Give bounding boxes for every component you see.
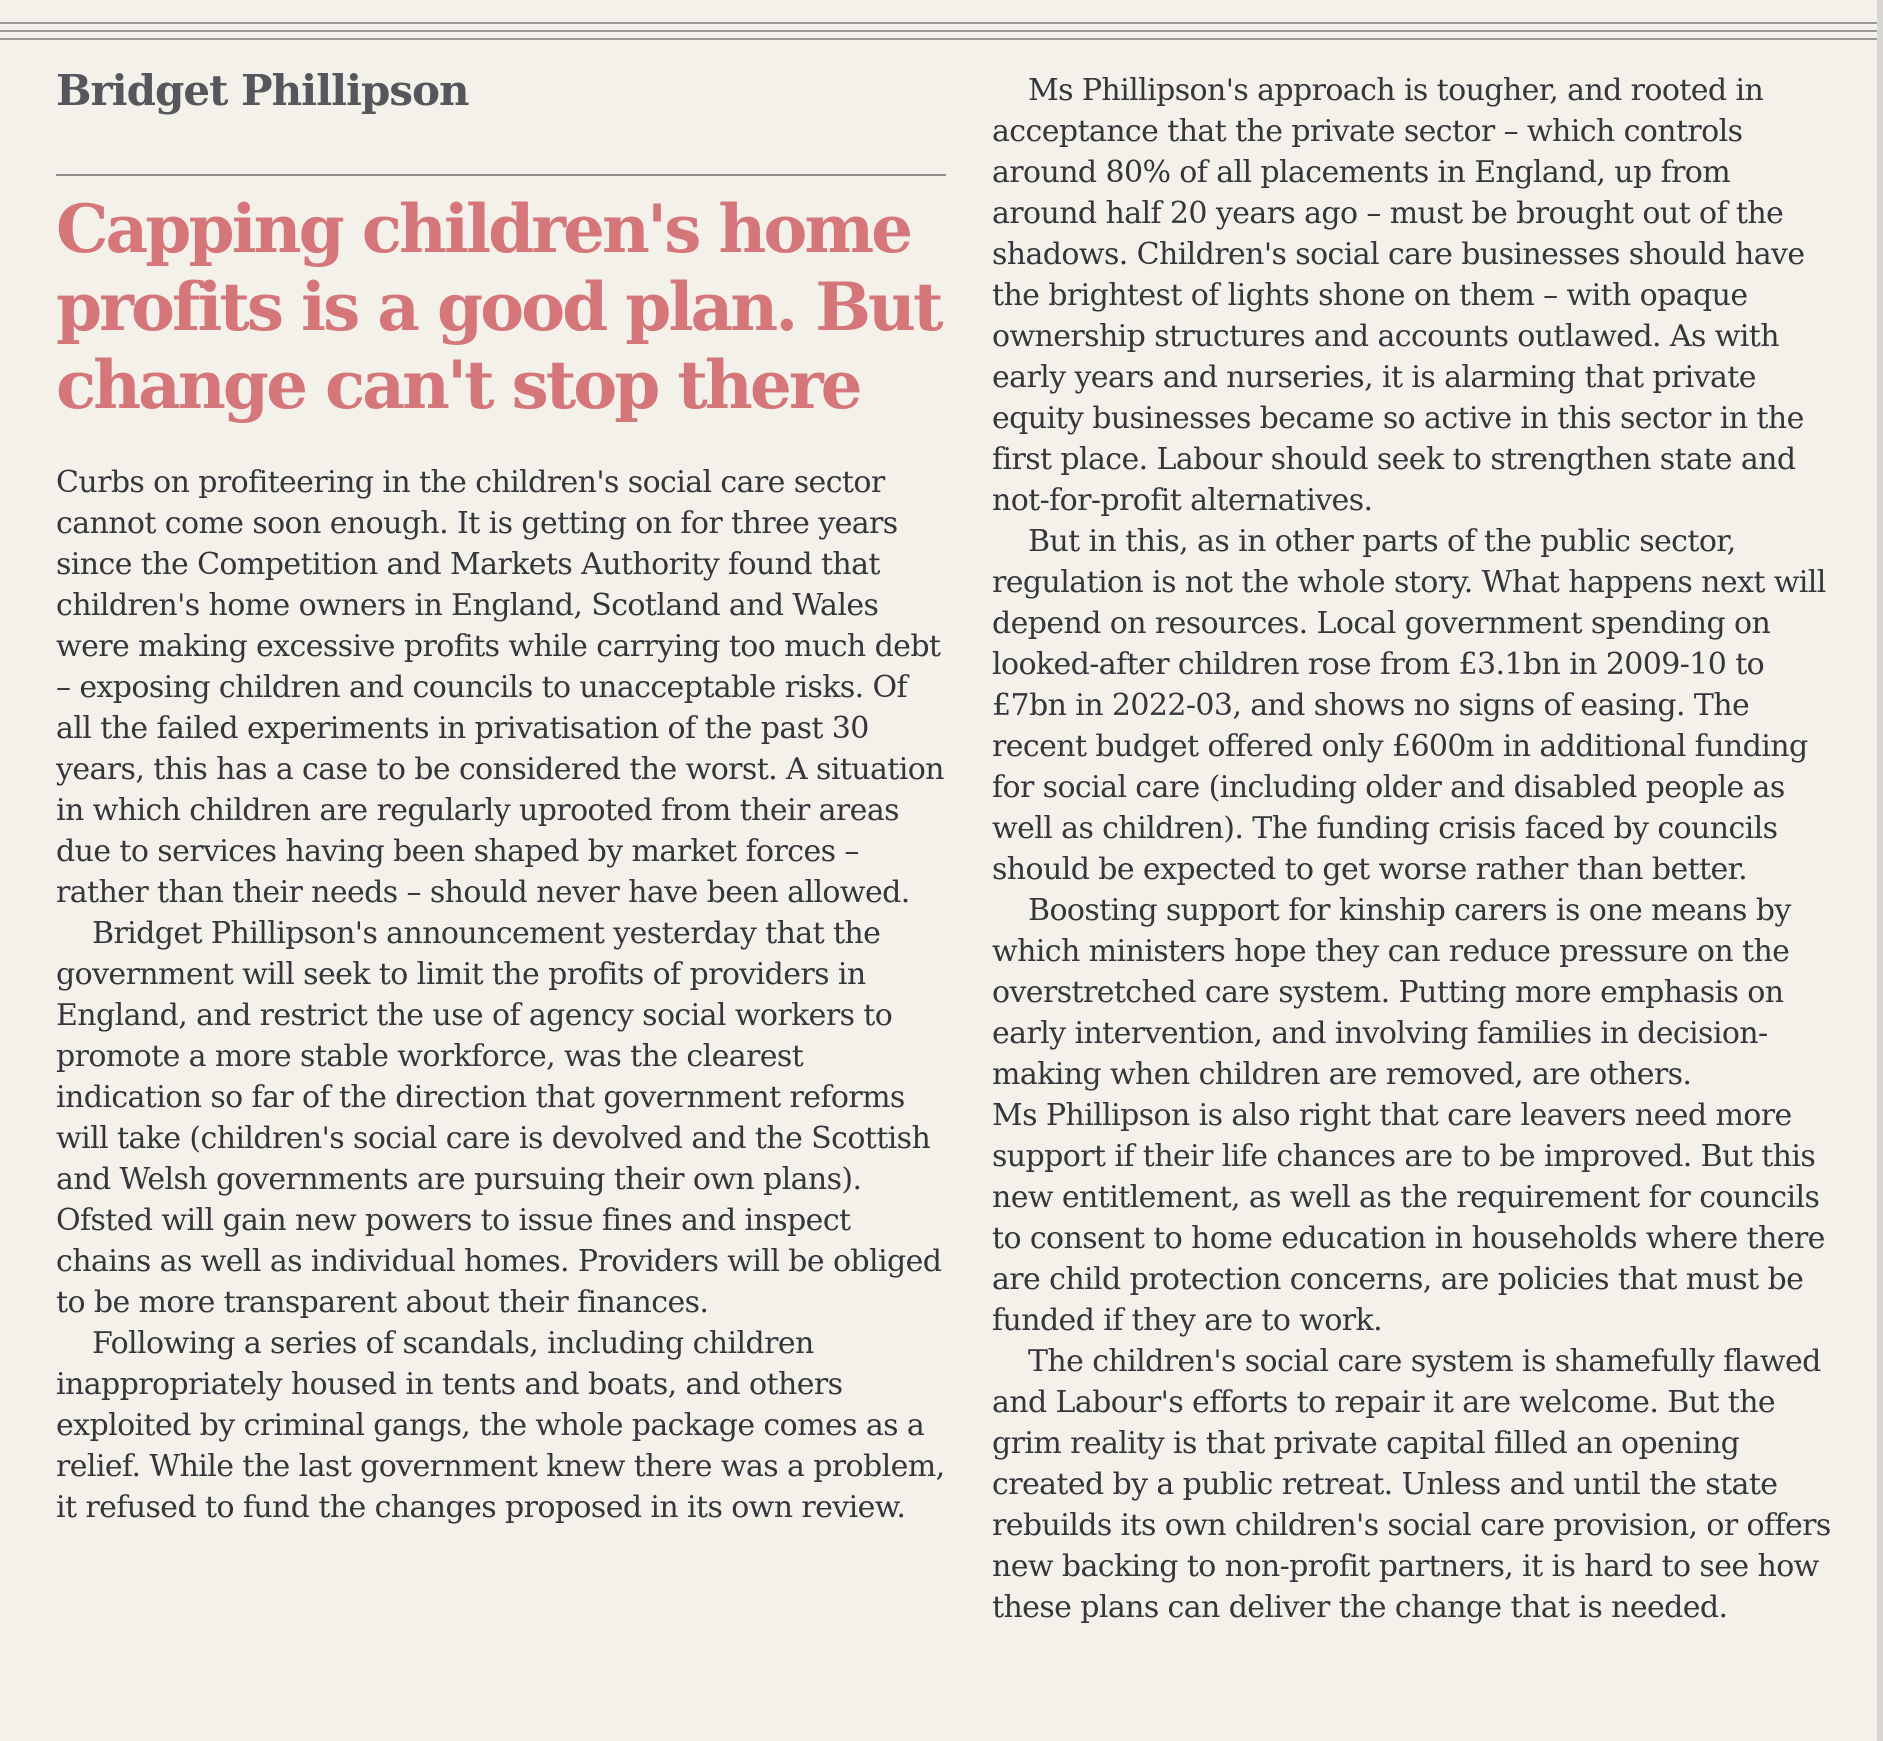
- paragraph-1: Curbs on profiteering in the children's social care sector cannot come soon enough. It is getting on for three years since the Competition and Markets Authority found that children's home owners in England, Scotland and Wales were making excessive profits while carrying too much debt – exposing children and councils to unacceptable risks. Of all the failed experiments in privatisation of the past 30 years, this has a case to be considered the worst. A situation in which children are regularly uprooted from their areas due to services having been shaped by market forces – rather than their needs – should never have been allowed.: [56, 465, 944, 910]
- right-body: [992, 70, 1834, 1628]
- page-edge: [1877, 0, 1883, 1741]
- headline-rule: [56, 174, 946, 176]
- paragraph-4: Ms Phillipson's approach is tougher, and rooted in acceptance that the private sector – which controls around 80% of all placements in England, up from around half 20 years ago – must be brought out of the shadows. Children's social care businesses should have the brightest of lights shone on them – with opaque ownership structures and accounts outlawed. As with early years and nurseries, it is alarming that private equity businesses became so active in this sector in the first place. Labour should seek to strengthen state and not-for-profit alternatives.: [992, 73, 1805, 518]
- paragraph-8: The children's social care system is shamefully flawed and Labour's efforts to repair it are welcome. But the grim reality is that private capital filled an opening created by a public retreat. Unless and until the state rebuilds its own children's social care provision, or offers new backing to non-profit partners, it is hard to see how these plans can deliver the change that is needed.: [992, 1344, 1831, 1625]
- left-column: [56, 66, 946, 1528]
- byline: Bridget Phillipson: [56, 66, 469, 115]
- masthead-rules: [0, 22, 1883, 62]
- headline: Capping children's home profits is a good plan. But change can't stop there: [56, 190, 941, 424]
- paragraph-5: But in this, as in other parts of the public sector, regulation is not the whole story. What happens next will depend on resources. Local government spending on looked-after children rose from £3.1bn in 2009-10 to £7bn in 2022-03, and shows no signs of easing. The recent budget offered only £600m in additional funding for social care (including older and disabled people as well as children). The funding crisis faced by councils should be expected to get worse rather than better.: [992, 524, 1826, 887]
- right-column: [992, 70, 1834, 1628]
- paragraph-3: Following a series of scandals, including children inappropriately housed in tents and boats, and others exploited by criminal gangs, the whole package comes as a relief. While the last government knew there was a problem, it refused to fund the changes proposed in its own review.: [56, 1326, 945, 1525]
- paragraph-7: Ms Phillipson is also right that care leavers need more support if their life chances are to be improved. But this new entitlement, as well as the requirement for councils to consent to home education in households where there are child protection concerns, are policies that must be funded if they are to work.: [992, 1098, 1825, 1338]
- paragraph-6: Boosting support for kinship carers is one means by which ministers hope they can reduce pressure on the overstretched care system. Putting more emphasis on early intervention, and involving families in decision-making when children are removed, are others.: [992, 893, 1791, 1092]
- paragraph-2: Bridget Phillipson's announcement yesterday that the government will seek to limit the profits of providers in England, and restrict the use of agency social workers to promote a more stable workforce, was the clearest indication so far of the direction that government reforms will take (children's social care is devolved and the Scottish and Welsh governments are pursuing their own plans). Ofsted will gain new powers to issue fines and inspect chains as well as individual homes. Providers will be obliged to be more transparent about their finances.: [56, 916, 942, 1320]
- left-body: [56, 462, 946, 1528]
